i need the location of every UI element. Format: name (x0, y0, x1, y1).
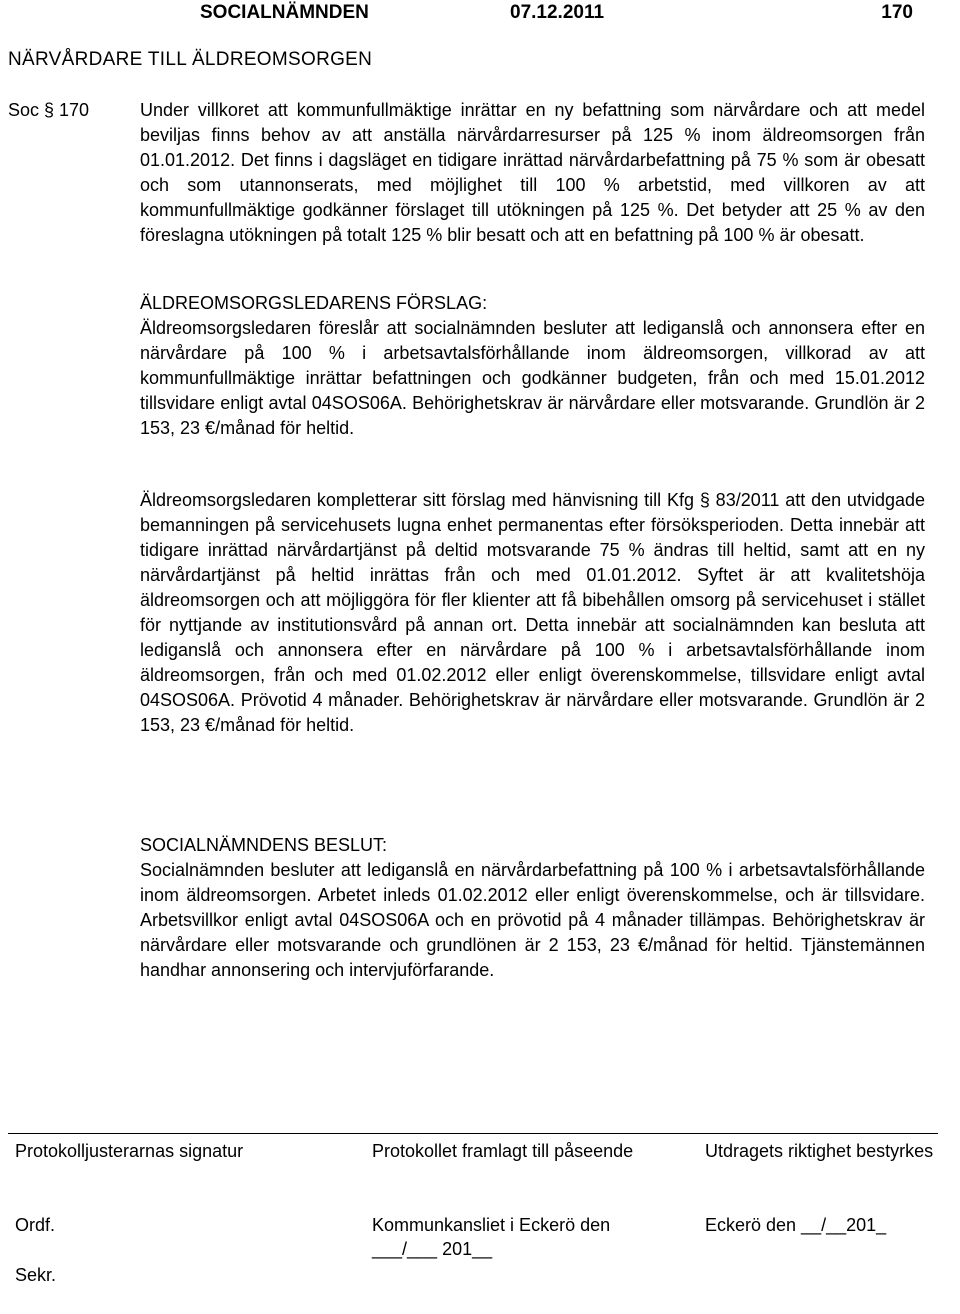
case-reference: Soc § 170 (8, 100, 90, 120)
footer-sekr: Sekr. (15, 1265, 57, 1285)
proposal-paragraph-block (140, 316, 925, 441)
header-organization: SOCIALNÄMNDEN (200, 2, 369, 23)
footer-public-display-label: Protokollet framlagt till påseende (372, 1141, 634, 1161)
page-header (200, 0, 918, 26)
proposal-heading: ÄLDREOMSORGSLEDARENS FÖRSLAG: (140, 293, 488, 313)
intro-paragraph: Under villkoret att kommunfullmäktige inrättar en ny befattning som närvårdare och att medel beviljas finns behov av att anställa närvårdarresurser på 125 % inom äldreomsorgen från 01.01.2012. Det finns i dagsläget en tidigare inrättad närvårdarbefattning på 75 % som är obesatt och som utannonserats, med möjlighet till 100 % arbetstid, med villkoren av att kommunfullmäktige godkänner förslaget till utökningen på 125 %. Det betyder att 25 % av den föreslagna utökningen på totalt 125 % blir besatt och att en befattning på 100 % är obesatt. (140, 100, 925, 245)
decision-paragraph: Socialnämnden besluter att lediganslå en närvårdarbefattning på 100 % i arbetsavtalsförhållande inom äldreomsorgen. Arbetet inleds 01.02.2012 eller enligt överenskommelse, och är tillsvidare. Arbetsvillkor enligt avtal 04SOS06A och en prövotid på 4 månader tillämpas. Behörighetskrav är närvårdare eller motsvarande och grundlönen är 2 153, 23 €/månad för heltid. Tjänstemännen handhar annonsering och intervjuförfarande. (140, 860, 925, 980)
footer-column-public-display (372, 1139, 692, 1259)
footer-office-date: Kommunkansliet i Eckerö den ___/___ 201__ (372, 1215, 611, 1259)
intro-paragraph-block (140, 98, 925, 248)
footer-divider (8, 1133, 938, 1134)
decision-heading: SOCIALNÄMNDENS BESLUT: (140, 835, 388, 855)
footer-certification-label: Utdragets riktighet bestyrkes (705, 1141, 934, 1161)
footer-place-date: Eckerö den __/__201_ (705, 1215, 887, 1235)
footer-ordf: Ordf. (15, 1215, 56, 1235)
proposal-paragraph: Äldreomsorgsledaren föreslår att socialnämnden besluter att lediganslå och annonsera efter en närvårdare på 100 % i arbetsavtalsförhållande inom äldreomsorgen, villkorad av att kommunfullmäktige inrättar befattningen och godkänner budgeten, från och med 15.01.2012 tillsvidare enligt avtal 04SOS06A. Behörighetskrav är närvårdare eller motsvarande. Grundlön är 2 153, 23 €/månad för heltid. (140, 318, 925, 438)
footer-column-signatures (15, 1139, 355, 1285)
signature-footer (0, 1133, 960, 1314)
supplement-paragraph: Äldreomsorgsledaren kompletterar sitt förslag med hänvisning till Kfg § 83/2011 att den utvidgade bemanningen på servicehusets lugna enhet permanentas efter försöksperioden. Detta innebär att tidigare inrättad närvårdartjänst på deltid motsvarande 75 % ändras till heltid, samt att en ny närvårdartjänst på heltid inrättas från och med 01.01.2012. Syftet är att kvalitetshöja äldreomsorgen och att möjliggöra för fler klienter att få bibehållen omsorg på servicehuset i stället för nyttjande av institutionsvård på annan ort. Detta innebär att socialnämnden kan besluta att lediganslå och annonsera efter en närvårdare på 100 % i arbetsavtalsförhållande inom äldreomsorgen, från och med 01.02.2012 eller enligt överenskommelse, tillsvidare enligt avtal 04SOS06A. Prövotid 4 månader. Behörighetskrav är närvårdare eller motsvarande. Grundlön är 2 153, 23 €/månad för heltid. (140, 490, 925, 735)
header-page-number: 170 (881, 2, 913, 23)
decision-paragraph-block (140, 858, 925, 983)
proposal-heading-block (140, 291, 925, 316)
supplement-paragraph-block (140, 488, 925, 738)
footer-signature-label: Protokolljusterarnas signatur (15, 1141, 244, 1161)
section-title: NÄRVÅRDARE TILL ÄLDREOMSORGEN (8, 49, 373, 70)
header-date: 07.12.2011 (510, 2, 605, 23)
footer-column-certification (705, 1139, 945, 1235)
decision-heading-block (140, 833, 925, 858)
